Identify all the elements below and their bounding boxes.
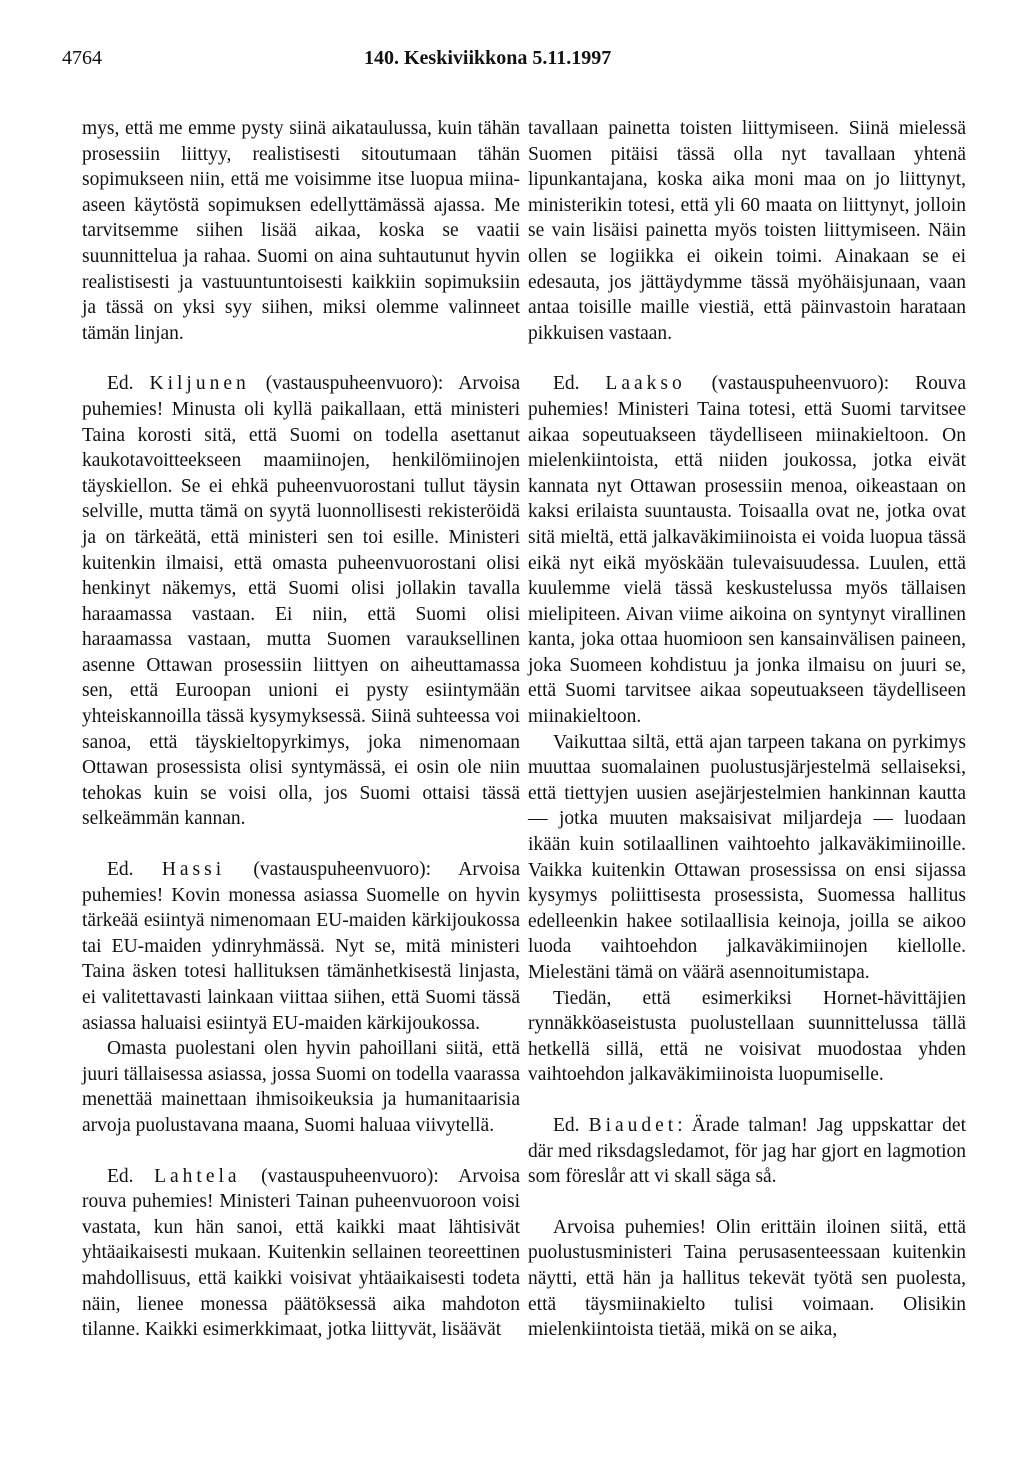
page-number: 4764 [62, 47, 102, 69]
speaker-name: Hassi [161, 859, 226, 881]
left-column [82, 116, 520, 1343]
paragraph: mys, että me emme pysty siinä aikataulussa, kuin tähän prosessiin liittyy, realistisesti sitoutumaan tähän sopimukseen niin, että me voisimme itse luopua miina-aseen käytöstä sopimuksen edellyttämässä ajassa. Me tarvitsemme siihen lisää aikaa, koska se vaatii suunnittelua ja rahaa. Suomi on aina suhtautunut hyvin realistisesti ja vastuuntuntoisesti kaikkiin sopimuksiin ja tässä on yksi syy siihen, miksi olemme valinneet tämän linjan. [82, 118, 520, 344]
speech-paragraph: Ed. Kiljunen (vastauspuheenvuoro): Arvoisa puhemies! Minusta oli kyllä paikallaan, että ministeri Taina korosti sitä, että Suomi on todella asettanut kaukotavoitteekseen maamiinojen, henkilömiinojen täyskiellon. Se ei ehkä puheenvuorostani tullut täysin selville, mutta tämä on syytä luonnollisesti rekisteröidä ja on tärkeätä, että ministeri sen toi esille. Ministeri kuitenkin ilmaisi, että omasta puheenvuorostani olisi henkinyt näkemys, että Suomi olisi jollakin tavalla haraamassa vastaan. Ei niin, että Suomi olisi haraamassa vastaan, mutta Suomen varauksellinen asenne Ottawan prosessiin liittyen on aiheuttamassa sen, että Euroopan unioni ei pysty esiintymään yhteiskannoilla tässä kysymyksessä. Siinä suhteessa voi sanoa, että täyskieltopyrkimys, joka nimenomaan Ottawan prosessista olisi syntymässä, ei osin ole niin tehokas kuin se voisi olla, jos Suomi ottaisi tässä selkeämmän kannan. [82, 373, 520, 830]
speaker-name: Laakso [605, 373, 686, 395]
session-title: 140. Keskiviikkona 5.11.1997 [364, 47, 612, 69]
right-column [528, 116, 966, 1343]
speech-paragraph: Ed. Lahtela (vastauspuheenvuoro): Arvoisa rouva puhemies! Ministeri Tainan puheenvuoroon voisi vastata, kun hän sanoi, että kaikki maat lähtisivät yhtäaikaisesti mukaan. Kuitenkin sellainen teoreettinen mahdollisuus, että kaikki voisivat yhtäaikaisesti todeta näin, lienee monessa päätöksessä aika mahdoton tilanne. Kaikki esimerkkimaat, jotka liittyvät, lisäävät [82, 1165, 520, 1341]
paragraph: tavallaan painetta toisten liittymiseen. Siinä mielessä Suomen pitäisi tässä olla nyt tavallaan yhtenä lipunkantajana, koska aika moni maa on jo liittynyt, ministerikin totesi, että yli 60 maata on liittynyt, jolloin se vain lisäisi painetta myös toisten liittymiseen. Näin ollen se logiikka ei oikein toimi. Ainakaan se ei edesauta, jos jättäydymme tässä myöhäisjunaan, vaan antaa toisille maille viestiä, että päinvastoin harataan pikkuisen vastaan. [528, 118, 966, 344]
speaker-name: Lahtela [154, 1165, 241, 1187]
speaker-name: Biaudet [588, 1114, 678, 1136]
paragraph: Tiedän, että esimerkiksi Hornet-hävittäjien rynnäkköaseistusta puolustellaan suunnittelussa tällä hetkellä sillä, että ne voisivat muodostaa yhden vaihtoehdon jalkaväkimiinoista luopumiselle. [528, 987, 966, 1086]
speech-paragraph: Ed. Biaudet: Ärade talman! Jag uppskattar det där med riksdagsledamot, för jag har gjort en lagmotion som föreslår att vi skall säga så. [528, 1114, 966, 1188]
page-header [62, 47, 962, 77]
paragraph: Arvoisa puhemies! Olin erittäin iloinen siitä, että puolustusministeri Taina perusasenteessaan kuitenkin näytti, että hän ja hallitus tekevät työtä sen puolesta, että täysmiinakielto tulisi voimaan. Olisikin mielenkiintoista tietää, mikä on se aika, [528, 1216, 966, 1341]
paragraph: Omasta puolestani olen hyvin pahoillani siitä, että juuri tällaisessa asiassa, jossa Suomi on todella vaarassa menettää mainettaan ihmisoikeuksia ja humanitaarisia arvoja puolustavana maana, Suomi haluaa viivytellä. [82, 1038, 520, 1136]
speech-paragraph: Ed. Laakso (vastauspuheenvuoro): Rouva puhemies! Ministeri Taina totesi, että Suomi tarvitsee aikaa sopeutuakseen täydelliseen miinakieltoon. On mielenkiintoista, että niiden joukossa, jotka eivät kannata nyt Ottawan prosessiin menoa, oikeastaan on kaksi erilaista suuntausta. Toisaalla ovat ne, jotka ovat sitä mieltä, että jalkaväkimiinoista ei voida luopua tässä eikä nyt eikä myöskään tulevaisuudessa. Luulen, että kuulemme vielä tässä keskustelussa myös tällaisen mielipiteen. Aivan viime aikoina on syntynyt virallinen kanta, joka ottaa huomioon sen kansainvälisen paineen, joka Suomeen kohdistuu ja jonka ilmaisu on juuri se, että Suomi tarvitsee aikaa sopeutuakseen täydelliseen miinakieltoon. [528, 373, 966, 728]
paragraph: Vaikuttaa siltä, että ajan tarpeen takana on pyrkimys muuttaa suomalainen puolustusjärjestelmä sellaiseksi, että tiettyjen uusien asejärjestelmien hankinnan kautta — jotka muuten maksaisivat miljardeja — luodaan ikään kuin sotilaallinen vaihtoehto jalkaväkimiinoille. Vaikka kuitenkin Ottawan prosessissa on ensi sijassa kysymys poliittisesta prosessista, Suomessa hallitus edelleenkin hakee sotilaallisia keinoja, joilla se aikoo luoda vaihtoehdon jalkaväkimiinojen kiellolle. Mielestäni tämä on väärä asennoitumistapa. [528, 731, 966, 983]
speech-paragraph: Ed. Hassi (vastauspuheenvuoro): Arvoisa puhemies! Kovin monessa asiassa Suomelle on hyvin tärkeää esiintyä nimenomaan EU-maiden kärkijoukossa tai EU-maiden ydinryhmässä. Nyt se, mitä ministeri Taina äsken totesi hallituksen tämänhetkisestä linjasta, ei valitettavasti lainkaan viittaa siihen, että Suomi tässä asiassa haluaisi esiintyä EU-maiden kärkijoukossa. [82, 859, 520, 1034]
speaker-name: Kiljunen [149, 373, 250, 395]
